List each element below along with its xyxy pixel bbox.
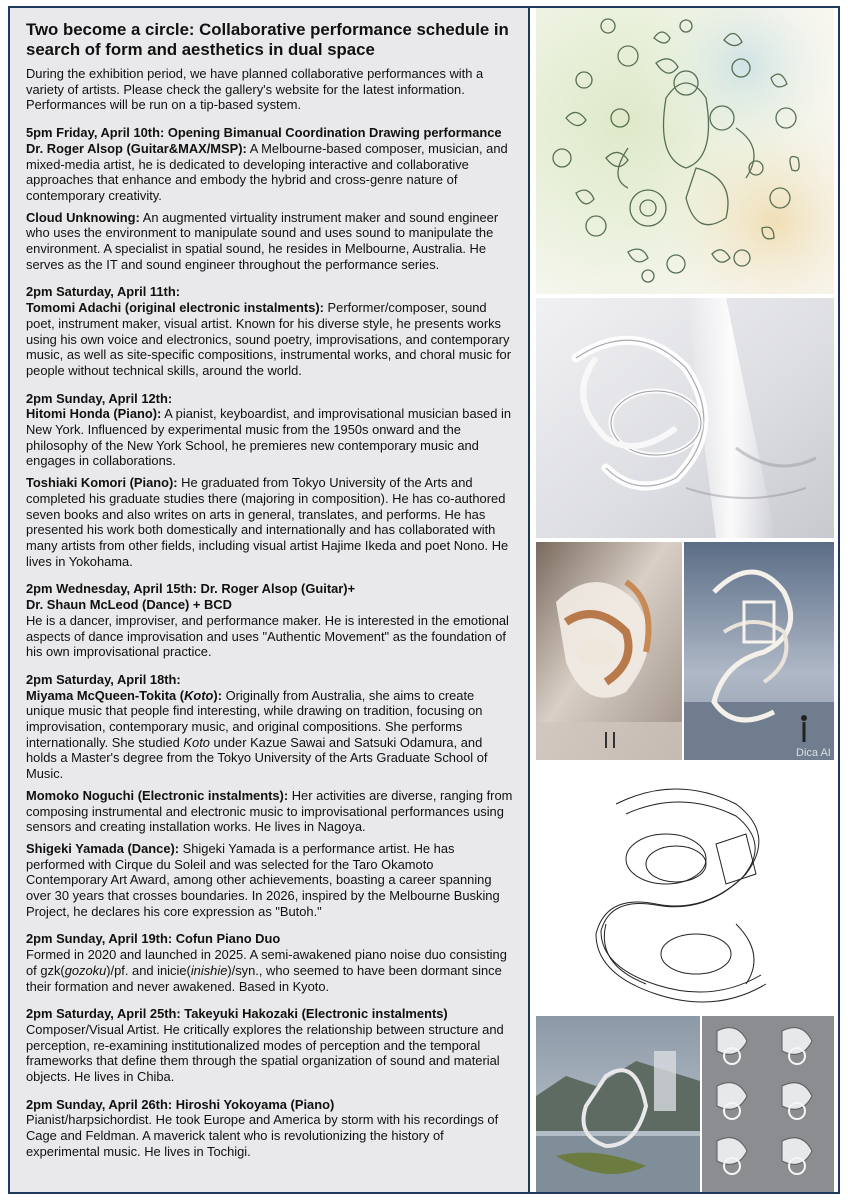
event-april-11	[26, 284, 514, 378]
artwork-image-line-drawing	[536, 764, 834, 1012]
performer-bio: He is a dancer, improviser, and performance maker. He is interested in the emotional aspects of dance improvisation and uses "Authentic Movement" as the foundation of his own improvisational practice.	[26, 612, 509, 660]
event-description: Composer/Visual Artist. He critically explores the relationship between structure and perception, re-examining institutionalized modes of perception and the temporal frameworks that define them through the spatial organization of sound and material objects. He lives in Chiba.	[26, 1021, 504, 1085]
performer-name-part: Miyama McQueen-Tokita (	[26, 687, 185, 703]
performer-bio-part: Originally from Australia, she aims to create unique music that people find interesting, while drawing on tradition, focusing on improvisation, contemporary music, and original compositions. She performs internationally. She studied	[26, 687, 483, 750]
event-april-26	[26, 1097, 514, 1160]
event-april-12	[26, 391, 514, 570]
page-title: Two become a circle: Collaborative performance schedule in search of form and aesthetics in dual space	[26, 20, 509, 59]
event-description-part: Formed in 2020 and launched in 2025. A semi-awakened piano noise duo consisting of gzk(	[26, 947, 507, 978]
event-heading: 2pm Wednesday, April 15th: Dr. Roger Alsop (Guitar)+	[26, 581, 356, 597]
performer-bio: Performer/composer, sound poet, instrument maker, visual artist. Known for his diverse style, he presents works using his own voice and electronics, sound poetry, improvisations, and contemporary music, as well as site-specific compositions, instrumental works, and choral music for people without technical skills, around the world.	[26, 300, 511, 378]
performer-bio-part: under Kazue Sawai and Satsuki Odamura, and holds a Master's degree from the Tokyo University of the Arts Graduate School of Music.	[26, 734, 488, 782]
artwork-image-landscape	[536, 1016, 700, 1192]
performer-bio: A pianist, keyboardist, and improvisational musician based in New York. Influenced by experimental music from the 1950s onward and the philosophy of the New York School, he premieres new contemporary music and engages in collaborations.	[26, 406, 512, 469]
event-heading: 2pm Saturday, April 25th: Takeyuki Hakozaki (Electronic instalments)	[26, 1006, 448, 1022]
artwork-image-sculpture-grid	[702, 1016, 834, 1192]
event-april-18	[26, 672, 514, 920]
event-april-25	[26, 1006, 514, 1085]
intro-paragraph: During the exhibition period, we have planned collaborative performances with a variety of artists. Please check the gallery's website for the latest information. Performances will be run on a tip-based system.	[26, 66, 484, 113]
schedule-text-column	[10, 8, 530, 1192]
performer-name: Dr. Roger Alsop (Guitar&MAX/MSP):	[26, 140, 247, 156]
performer-name-part: ):	[213, 687, 223, 703]
event-description-italic: gozoku	[64, 962, 107, 978]
artwork-image-bronze-sculpture	[536, 542, 682, 760]
event-heading: 5pm Friday, April 10th: Opening Bimanual Coordination Drawing performance	[26, 125, 502, 141]
performer-name-italic: Koto	[184, 687, 214, 703]
performer-bio: A Melbourne-based composer, musician, and mixed-media artist, he is dedicated to developing interactive and collaborative approaches that enhance and embody the hybrid and cross-genre nature of contemporary creativity.	[26, 140, 508, 203]
artwork-image-white-ribbon	[536, 298, 834, 538]
performer-name: Hitomi Honda (Piano):	[26, 406, 162, 422]
performer-bio: Shigeki Yamada is a performance artist. He has performed with Cirque du Soleil and was selected for the Taro Okamoto Contemporary Art Award, among other achievements, boasting a career spanning over 30 years that crosses boundaries. In 2026, inspired by the Melbourne Busking Project, he declares his core expression as "Butoh."	[26, 840, 500, 919]
event-description-italic: inishie	[190, 962, 228, 978]
event-heading: 2pm Sunday, April 19th: Cofun Piano Duo	[26, 931, 281, 947]
performer-bio: Her activities are diverse, ranging from composing instrumental and electronic music to improvisational performances using sensors and creating installation works. He lives in Nagoya.	[26, 787, 513, 835]
event-description-part: )/pf. and inicie(	[106, 962, 191, 978]
event-heading: 2pm Sunday, April 12th:	[26, 390, 173, 406]
event-heading: 2pm Sunday, April 26th: Hiroshi Yokoyama (Piano)	[26, 1096, 335, 1112]
performer-name: Tomomi Adachi (original electronic instalments):	[26, 300, 324, 316]
performer-bio: He graduated from Tokyo University of the Arts and completed his graduate studies there (majoring in composition). He has co-authored seven books and also writes on arts in general, translates, and performs. He has presented his work both domestically and internationally and has collaborated with many artists from other fields, including visual artist Hajime Ikeda and poet Nono. He lives in Yokohama.	[26, 475, 509, 569]
performer-name	[26, 688, 222, 703]
artwork-image-column	[532, 8, 838, 1192]
watermark-text: Dica AI	[796, 747, 831, 759]
performer-name: Cloud Unknowing:	[26, 209, 140, 225]
performer-name: Shigeki Yamada (Dance):	[26, 840, 180, 856]
event-april-15	[26, 581, 514, 660]
performer-bio-italic: Koto	[183, 734, 210, 750]
event-description-part: )/syn., who seemed to have been dormant since their formation and never awakened. Based in Kyoto.	[26, 962, 502, 994]
event-description: Pianist/harpsichordist. He took Europe and America by storm with his recordings of Cage and Feldman. A maverick talent who is revolutionizing the history of experimental music. He lives in Tochigi.	[26, 1112, 499, 1159]
artwork-image-circle-scribbles	[536, 8, 834, 294]
performer-name: Momoko Noguchi (Electronic instalments):	[26, 787, 289, 803]
event-heading: 2pm Saturday, April 18th:	[26, 671, 181, 687]
performer-name: Dr. Shaun McLeod (Dance) + BCD	[26, 597, 232, 613]
event-heading: 2pm Saturday, April 11th:	[26, 284, 181, 300]
performer-name: Toshiaki Komori (Piano):	[26, 475, 178, 491]
artwork-image-sculpture-seaside	[684, 542, 834, 760]
performer-bio: An augmented virtuality instrument maker and sound engineer who uses the environment to manipulate sound and uses sound to manipulate the environment. A specialist in spatial sound, he resides in Melbourne, Australia. He serves as the IT and sound engineer throughout the performance series.	[26, 209, 499, 272]
event-april-19	[26, 931, 514, 994]
event-april-10	[26, 125, 514, 272]
